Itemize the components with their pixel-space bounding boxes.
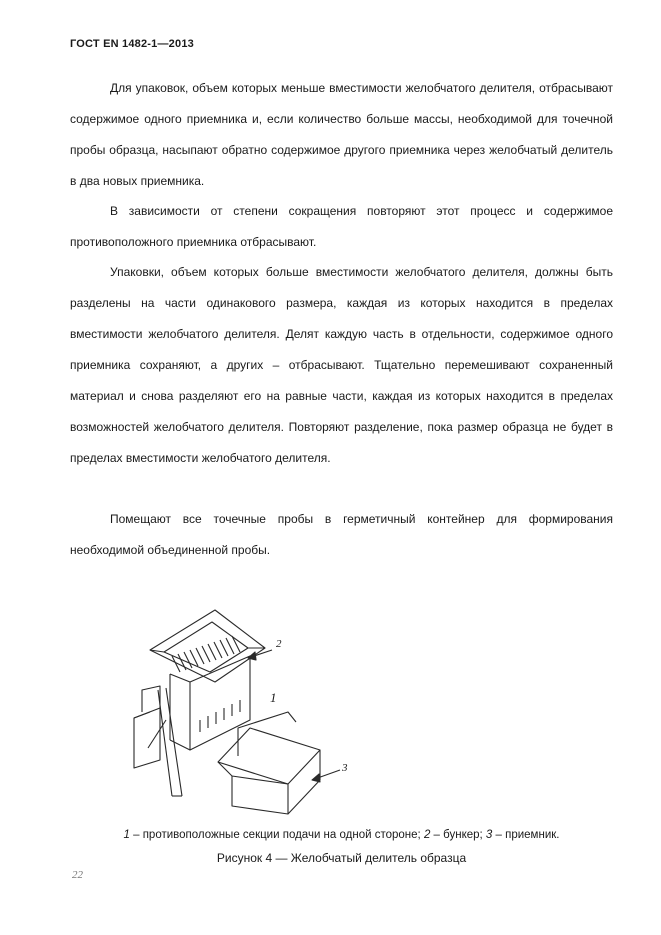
legend-number-1: 1 <box>123 829 130 841</box>
paragraph-3: Упаковки, объем которых больше вместимости желобчатого делителя, должны быть разделены на части одинакового размера, каждая из которых находится в пределах вместимости желобчатого делителя. Делят каждую часть в отдельности, содержимое одного приемника сохраняют, а других – отбрасывают. Тщательно перемешивают сохраненный материал и снова разделяют его на равные части, каждая из которых находится в пределах возможностей желобчатого делителя. Повторяют разделение, пока размер образца не будет в пределах вместимости желобчатого делителя. <box>70 265 613 465</box>
legend-text-3: – приемник. <box>492 829 560 841</box>
document-header: ГОСТ EN 1482-1—2013 <box>70 38 194 50</box>
legend-number-3: 3 <box>485 829 493 841</box>
paragraph-2: В зависимости от степени сокращения повторяют этот процесс и содержимое противоположного приемника отбрасывают. <box>70 204 613 249</box>
paragraph-4: Помещают все точечные пробы в герметичный контейнер для формирования необходимой объединенной пробы. <box>70 512 613 557</box>
figure-title: Рисунок 4 — Желобчатый делитель образца <box>216 851 467 865</box>
right-receiver-part <box>218 712 320 814</box>
legend-number-2: 2 <box>423 829 431 841</box>
left-receiver-part <box>134 686 182 796</box>
callout-3: 3 <box>342 762 348 774</box>
riffle-divider-drawing <box>120 600 360 825</box>
callout-2: 2 <box>276 638 282 650</box>
paragraph-1: Для упаковок, объем которых меньше вместимости желобчатого делителя, отбрасывают содержимое одного приемника и, если количество больше массы, необходимой для точечной пробы образца, насыпают обратно содержимое другого приемника через желобчатый делитель в два новых приемника. <box>70 81 613 188</box>
hopper-part <box>150 610 265 682</box>
callout-1: 1 <box>270 690 277 705</box>
figure-legend <box>70 829 613 841</box>
legend-text-1: – противоположные секции подачи на одной стороне; <box>129 829 424 841</box>
callout-3-arrowhead <box>312 774 320 782</box>
page-number: 22 <box>72 869 83 881</box>
riffle-divider-figure <box>120 600 360 825</box>
legend-text-2: – бункер; <box>430 829 486 841</box>
